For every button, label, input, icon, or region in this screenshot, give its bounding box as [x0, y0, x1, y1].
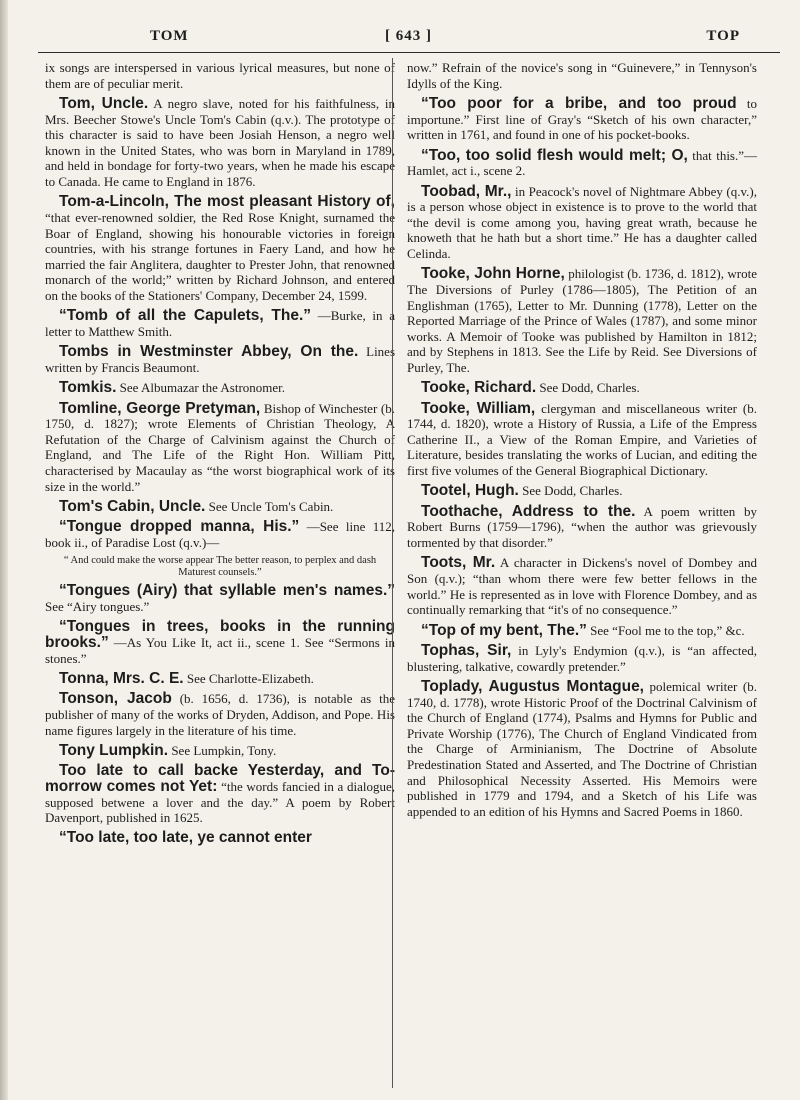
right-column	[407, 60, 757, 824]
dictionary-entry	[45, 308, 395, 339]
entry-text: A poem written by Robert Burns (1759—1796), “when the author was grievously tormented by that disorder.”	[407, 503, 757, 550]
entry-text: See “Fool me to the top,” &c.	[590, 622, 745, 638]
dictionary-entry	[407, 504, 757, 551]
header-right-guide-word: TOP	[706, 28, 740, 44]
entry-headword: Tonna, Mrs. C. E.	[59, 669, 184, 687]
dictionary-entry	[45, 619, 395, 666]
entry-text: now.” Refrain of the novice's song in “Guinevere,” in Tennyson's Idylls of the King.	[407, 60, 757, 91]
column-divider	[392, 58, 393, 1088]
block-quote: “ And could make the worse appear The better reason, to perplex and dash Maturest counsels.”	[63, 555, 377, 579]
entry-headword: “Top of my bent, The.”	[421, 621, 587, 639]
entry-text: See “Airy tongues.”	[45, 598, 150, 614]
entry-headword: “Tongues (Airy) that syllable men's names.”	[59, 582, 395, 600]
entry-headword: Tooke, John Horne,	[421, 265, 565, 283]
entry-text: See Lumpkin, Tony.	[171, 742, 277, 758]
entry-text: —Burke, in a letter to Matthew Smith.	[45, 308, 396, 339]
entry-headword: Tooke, William,	[421, 399, 536, 417]
dictionary-entry	[407, 380, 757, 396]
entry-text: —As You Like It, act ii., scene 1. See “Sermons in stones.”	[45, 634, 396, 666]
entry-headword: “Tongues in trees, books in the running brooks.”	[45, 618, 395, 651]
entry-text: See Dodd, Charles.	[539, 380, 640, 396]
entry-headword: Tony Lumpkin.	[59, 741, 169, 759]
entry-text: Lines written by Francis Beaumont.	[45, 344, 396, 375]
dictionary-entry	[407, 643, 757, 674]
dictionary-entry	[407, 401, 757, 479]
dictionary-entry	[45, 344, 395, 375]
entry-headword: Tom, Uncle.	[59, 94, 149, 112]
entry-headword: “Tomb of all the Capulets, The.”	[59, 307, 312, 325]
entry-text: that this.”—Hamlet, act i., scene 2.	[407, 147, 758, 179]
dictionary-entry	[45, 830, 395, 846]
entry-headword: Tooke, Richard.	[421, 379, 537, 397]
book-binding-edge	[0, 0, 8, 1100]
entry-text: in Lyly's Endymion (q.v.), is “an affected, blustering, talkative, cowardly pretender.”	[407, 642, 758, 674]
entry-headword: Toothache, Address to the.	[421, 502, 636, 520]
entry-text: to importune.” First line of Gray's “Sketch of his own character,” written in 1761, and found in one of his pocket-books.	[407, 95, 757, 143]
dictionary-entry	[45, 691, 395, 738]
dictionary-entry	[45, 671, 395, 687]
dictionary-entry	[45, 743, 395, 759]
dictionary-entry	[45, 499, 395, 515]
entry-text: clergyman and miscellaneous writer (b. 1744, d. 1820), wrote a History of Russia, a Life of the Empress Catherine II., a View of the Roman Empire, and Varieties of Literature, besides translating the works of Lucian, and editing the first five volumes of the General Biographical Dictionary.	[407, 400, 757, 479]
entry-text: “the words fancied in a dialogue, supposed betwene a lover and the day.” A poem by Robert Davenport, published in 1625.	[45, 778, 395, 826]
entry-headword: Too late to call backe Yesterday, and To-morrow comes not Yet:	[45, 762, 395, 795]
entry-text: A negro slave, noted for his faithfulness, in Mrs. Beecher Stowe's Uncle Tom's Cabin (q.v.). The prototype of this character is said to have been Josiah Henson, a negro well known in the United States, who was born in Maryland in 1789, and held in bondage for forty-two years, when he made his escape to Canada. He came to England in 1876.	[45, 95, 395, 189]
entry-text: in Peacock's novel of Nightmare Abbey (q.v.), is a person whose object in existence is to prove to the world that “the devil is come among you, having great wrath, because he knoweth that he hath but a short time.” He has a daughter called Celinda.	[407, 183, 757, 261]
dictionary-entry	[407, 148, 757, 179]
entry-text: philologist (b. 1736, d. 1812), wrote The Diversions of Purley (1786—1805), The Petition of an Englishman (1765), Letter to Mr. Dunning (1778), Letter on the Reported Marriage of the Prince of Wales (1787), and some minor works. A Memoir of Tooke was published by Hamilton in 1812; and by Stephens in 1813. See the Life by Reid. See Diversions of Purley, The.	[407, 266, 757, 375]
dictionary-entry	[45, 763, 395, 825]
entry-headword: Tonson, Jacob	[59, 690, 172, 708]
entry-headword: Tom-a-Lincoln, The most pleasant History of,	[59, 193, 395, 211]
entry-text: “that ever-renowned soldier, the Red Rose Knight, surnamed the Boar of England, showing his honourable victories in foreign countries, with his strange fortunes in Faery Land, and how he married the fair Anglitera, daughter to Prester John, that renowned monarch of the world;” written by Richard Johnson, and entered on the books of the Stationers' Company, December 24, 1599.	[45, 209, 395, 303]
dictionary-entry	[45, 380, 395, 396]
entry-headword: Tomline, George Pretyman,	[59, 399, 261, 417]
dictionary-entry	[407, 60, 757, 91]
header-rule	[38, 52, 780, 53]
entry-text: See Dodd, Charles.	[522, 483, 623, 499]
dictionary-entry	[45, 194, 395, 303]
entry-text: —See line 112, book ii., of Paradise Lost (q.v.)—	[45, 519, 395, 550]
running-header	[150, 28, 740, 50]
left-column	[45, 60, 395, 851]
entry-headword: “Tongue dropped manna, His.”	[59, 518, 300, 536]
entry-headword: Tom's Cabin, Uncle.	[59, 498, 206, 516]
entry-text: Bishop of Winchester (b. 1750, d. 1827); wrote Elements of Christian Theology, A Refutation of the Charge of Calvinism against the Church of England, and The Life of the Right Hon. William Pitt, characterised by Macaulay as “the worst biographical work of its size in the world.”	[45, 400, 396, 494]
dictionary-entry	[45, 401, 395, 495]
entry-text: See Charlotte-Elizabeth.	[186, 670, 314, 686]
dictionary-entry	[45, 519, 395, 550]
entry-headword: Tootel, Hugh.	[421, 482, 519, 500]
entry-text: A character in Dickens's novel of Dombey and Son (q.v.); “than whom there were few better fellows in the world.” He is represented as in love with Florence Dombey, and as continually remarking that “it's of no consequence.”	[407, 555, 757, 618]
entry-headword: Tomkis.	[59, 379, 117, 397]
dictionary-entry	[407, 96, 757, 143]
entry-headword: “Too, too solid flesh would melt; O,	[421, 146, 688, 164]
page-number: [ 643 ]	[385, 28, 432, 44]
header-left-guide-word: TOM	[150, 28, 189, 44]
entry-headword: Tophas, Sir,	[421, 641, 512, 659]
entry-headword: Toobad, Mr.,	[421, 182, 512, 200]
dictionary-entry	[407, 184, 757, 262]
entry-headword: Toplady, Augustus Montague,	[421, 677, 644, 695]
entry-text: See Albumazar the Astronomer.	[119, 380, 286, 396]
entry-headword: “Too poor for a bribe, and too proud	[421, 94, 737, 112]
entry-text: See Uncle Tom's Cabin.	[208, 499, 334, 515]
dictionary-entry	[407, 555, 757, 617]
entry-text: polemical writer (b. 1740, d. 1778), wrote Historic Proof of the Doctrinal Calvinism of the Church of England (1774), Psalms and Hymns for Public and Private Worship (1776), The Church of England Vindicated from the Charge of Arminianism, The Doctrine of Absolute Predestination Stated and Asserted, and The Doctrine of Christian and Philosophical Necessity Asserted. His Memoirs were published in 1779 and 1794, and a Sketch of his Life was appended to an edition of his Hymns and Sacred Poems in 1860.	[407, 678, 757, 819]
entry-text: ix songs are interspersed in various lyrical measures, but none of them are of peculiar merit.	[45, 60, 395, 91]
entry-headword: Toots, Mr.	[421, 554, 496, 572]
dictionary-entry	[45, 583, 395, 614]
dictionary-entry	[407, 679, 757, 819]
entry-text: (b. 1656, d. 1736), is notable as the publisher of many of the works of Dryden, Addison, and Pope. His name figures largely in the literature of his time.	[45, 691, 395, 738]
dictionary-entry	[407, 483, 757, 499]
dictionary-entry	[45, 96, 395, 190]
entry-headword: Tombs in Westminster Abbey, On the.	[59, 343, 359, 361]
dictionary-entry	[45, 60, 395, 91]
entry-headword: “Too late, too late, ye cannot enter	[59, 829, 312, 847]
dictionary-entry	[407, 623, 757, 639]
dictionary-entry	[407, 266, 757, 375]
